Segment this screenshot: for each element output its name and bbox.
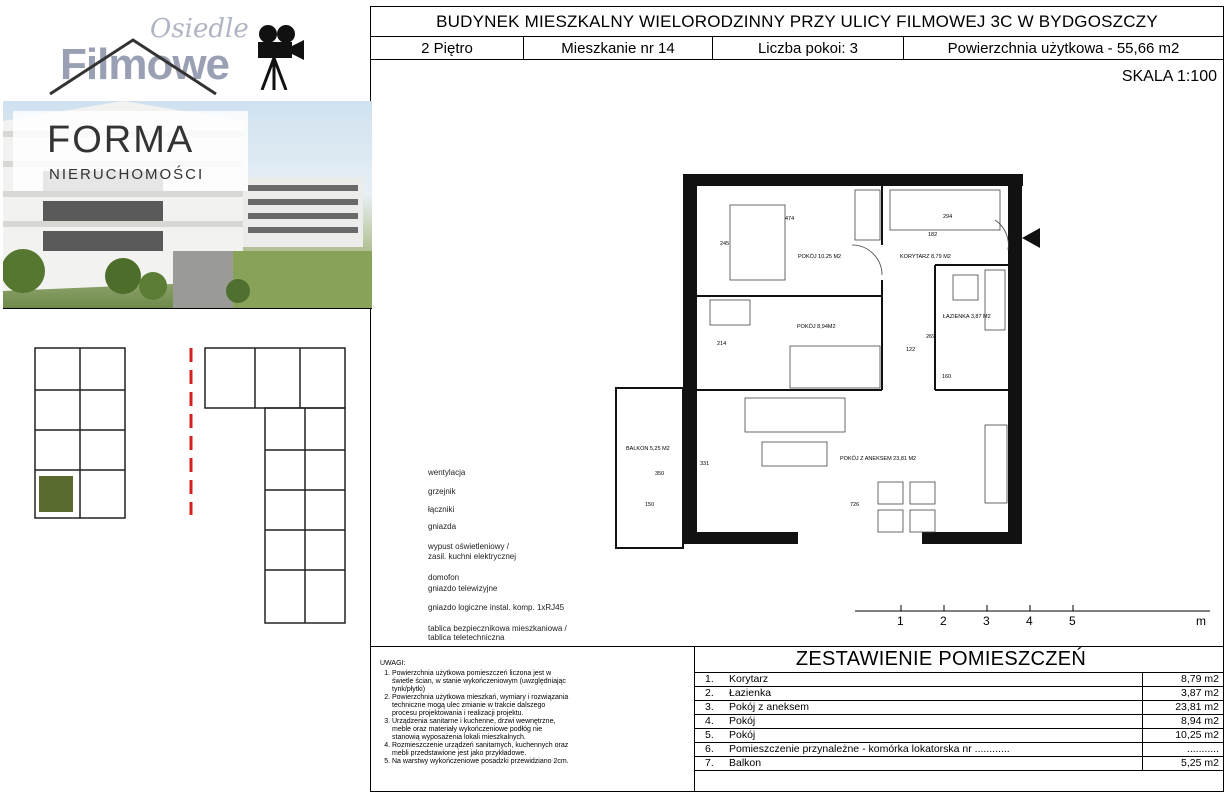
- dim-150: 150: [645, 502, 655, 508]
- label-pokoj-aneks: POKÓJ Z ANEKSEM 23,81 M2: [840, 456, 917, 462]
- table-row: [695, 757, 1223, 771]
- wall-left: [683, 174, 697, 544]
- building-render: [3, 101, 372, 308]
- row-area: 10,25 m2: [1175, 729, 1219, 741]
- row-area: 8,79 m2: [1181, 673, 1219, 685]
- ruler-tick-4: 4: [1026, 614, 1033, 628]
- wall-top: [683, 174, 1023, 186]
- table-row: [695, 743, 1223, 757]
- dim-350: 350: [655, 471, 665, 477]
- roof-icon: [48, 36, 218, 96]
- frame-top: [370, 6, 1224, 7]
- row-num: 2.: [705, 687, 714, 699]
- label-balkon: BALKON 5,25 M2: [626, 446, 670, 452]
- dim-160: 160: [942, 374, 952, 380]
- estate-script: Osiedle: [150, 14, 249, 44]
- row-name: Pokój: [729, 729, 756, 741]
- floor-plan: [600, 170, 1040, 555]
- scale-label: SKALA 1:100: [1121, 68, 1217, 85]
- table-row: [695, 729, 1223, 743]
- table-row: [695, 673, 1223, 687]
- row-num: 6.: [705, 743, 714, 755]
- dim-245: 245: [720, 241, 730, 247]
- note-item: 4. Rozmieszczenie urządzeń sanitarnych, kuchennych oraz mebli przedstawione jest jako przykładowe.: [392, 742, 570, 758]
- ruler-tick-2: 2: [940, 614, 947, 628]
- legend-tablica-1: tablica bezpiecznikowa mieszkaniowa /: [428, 624, 567, 633]
- row-name: Pokój z aneksem: [729, 701, 809, 713]
- legend-tv: gniazdo telewizyjne: [428, 584, 498, 593]
- row-name: Korytarz: [729, 673, 769, 685]
- dim-269: 269: [926, 334, 936, 340]
- dim-726: 726: [850, 502, 860, 508]
- label-pokoj1: POKÓJ 10,25 M2: [798, 254, 842, 260]
- note-item: 1. Powierzchnia użytkowa pomieszczeń liczona jest w świetle ścian, w stanie wykończeniowym (uwzględniając tynk/płytki): [392, 670, 570, 694]
- wall-bottom-right: [922, 532, 1022, 544]
- legend-rj45: gniazdo logiczne instal. komp. 1xRJ45: [428, 603, 565, 612]
- label-lazienka: ŁAZIENKA 3,87 M2: [943, 314, 991, 320]
- highlighted-unit: [39, 476, 73, 512]
- row-num: 3.: [705, 701, 714, 713]
- floor-label: 2 Piętro: [421, 39, 473, 57]
- forma-logo-sub: NIERUCHOMOŚCI: [49, 166, 205, 183]
- row-name: Pomieszczenie przynależne - komórka lokatorska nr ............: [729, 743, 1010, 755]
- row-area: ...........: [1186, 743, 1219, 755]
- row-area: 3,87 m2: [1181, 687, 1219, 699]
- note-item: 3. Urządzenia sanitarne i kuchenne, drzwi wewnętrzne, meble oraz materiały wykończeniowe podłóg nie stanowią wyposażenia lokali mieszkalnych.: [392, 718, 570, 742]
- row-num: 1.: [705, 673, 714, 685]
- row-area: 5,25 m2: [1181, 757, 1219, 769]
- scale-ruler: [855, 605, 1215, 617]
- note-item: 5. Na warstwy wykończeniowe posadzki przewidziano 2cm.: [392, 758, 570, 766]
- legend-laczniki: łączniki: [428, 505, 455, 514]
- ruler-tick-1: 1: [897, 614, 904, 628]
- notes-block: [380, 660, 570, 766]
- header-divider-2: [370, 59, 1224, 60]
- apartment-label: Mieszkanie nr 14: [561, 39, 675, 57]
- estate-logo: [50, 10, 320, 100]
- wall-right: [1008, 174, 1022, 544]
- dim-331: 331: [700, 461, 710, 467]
- row-area: 23,81 m2: [1175, 701, 1219, 713]
- legend-wypust-2: zasil. kuchni elektrycznej: [428, 552, 517, 561]
- table-row: [695, 687, 1223, 701]
- note-item: 2. Powierzchnia użytkowa mieszkań, wymiary i rozwiązania techniczne mogą ulec zmianie w trakcie dalszego procesu projektowania i realizacji projektu.: [392, 694, 570, 718]
- row-num: 5.: [705, 729, 714, 741]
- estate-name: Filmowe: [60, 40, 230, 89]
- dim-294: 294: [943, 214, 953, 220]
- dim-122: 122: [906, 347, 916, 353]
- row-name: Balkon: [729, 757, 762, 769]
- document-title: BUDYNEK MIESZKALNY WIELORODZINNY PRZY ULICY FILMOWEJ 3C W BYDGOSZCZY: [436, 12, 1158, 31]
- label-korytarz: KORYTARZ 8,79 M2: [900, 254, 951, 260]
- table-row: [695, 701, 1223, 715]
- legend-grzejnik: grzejnik: [428, 487, 456, 496]
- label-pokoj2: POKÓJ 8,94M2: [797, 324, 836, 330]
- frame-right: [1223, 6, 1224, 792]
- row-num: 7.: [705, 757, 714, 769]
- wall-bottom-left: [683, 532, 798, 544]
- row-area: 8,94 m2: [1181, 715, 1219, 727]
- forma-logo: FORMA: [47, 119, 195, 161]
- table-row: [695, 715, 1223, 729]
- frame-bottom: [370, 791, 1224, 792]
- notes-divider-top: [370, 646, 1224, 647]
- notes-title: UWAGI:: [380, 660, 406, 667]
- row-name: Łazienka: [729, 687, 772, 699]
- dim-474: 474: [785, 216, 795, 222]
- legend-tablica-2: tablica teletechniczna: [428, 633, 505, 642]
- legend-gniazda: gniazda: [428, 522, 457, 531]
- rooms-count-label: Liczba pokoi: 3: [757, 39, 859, 57]
- entrance-arrow: [1022, 228, 1040, 248]
- row-num: 4.: [705, 715, 714, 727]
- ruler-tick-3: 3: [983, 614, 990, 628]
- legend-wypust-1: wypust oświetleniowy /: [428, 542, 509, 551]
- key-plan: [25, 340, 355, 630]
- dim-214: 214: [717, 341, 727, 347]
- ruler-tick-5: 5: [1069, 614, 1076, 628]
- usable-area-label: Powierzchnia użytkowa - 55,66 m2: [947, 39, 1180, 57]
- dim-182: 182: [928, 232, 938, 238]
- camera-icon: [250, 20, 310, 90]
- legend-wentylacja: wentylacja: [428, 468, 466, 477]
- row-name: Pokój: [729, 715, 756, 727]
- legend-domofon: domofon: [428, 573, 460, 582]
- rooms-table-title: ZESTAWIENIE POMIESZCZEŃ: [795, 648, 1087, 670]
- header-divider-1: [370, 36, 1224, 37]
- left-panel-divider: [3, 308, 372, 309]
- ruler-unit: m: [1196, 614, 1206, 628]
